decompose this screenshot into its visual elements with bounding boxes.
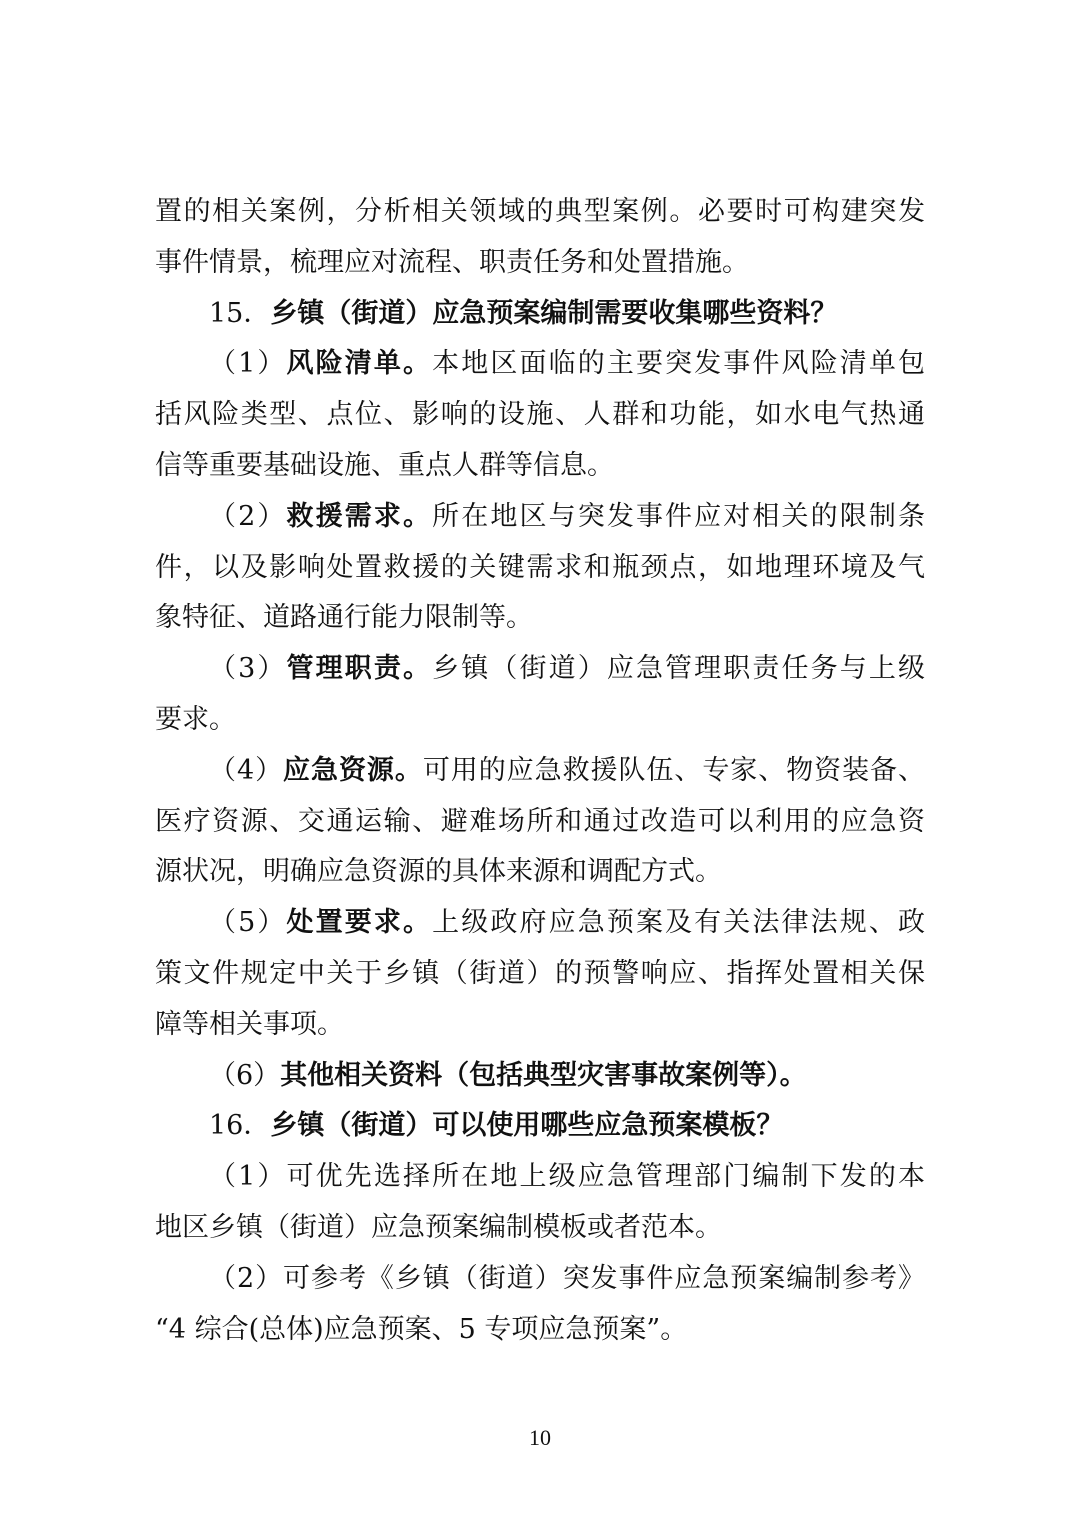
item-term: 救援需求。 bbox=[286, 500, 433, 532]
item-text: 可优先选择所在地上级应急管理部门编制下发的本 bbox=[286, 1161, 925, 1193]
q15-item-5-line-2: 策文件规定中关于乡镇（街道）的预警响应、指挥处置相关保 bbox=[155, 957, 925, 989]
q15-item-2-line-3: 象特征、道路通行能力限制等。 bbox=[155, 602, 533, 634]
question-title: 乡镇（街道）应急预案编制需要收集哪些资料？ bbox=[270, 297, 838, 329]
q16-item-1-line-1 bbox=[155, 1152, 925, 1203]
intro-line-2: 事件情景，梳理应对流程、职责任务和处置措施。 bbox=[155, 246, 749, 278]
item-marker: （5） bbox=[209, 907, 287, 939]
q16-item-2-line-2: “4 综合(总体)应急预案、5 专项应急预案”。 bbox=[155, 1313, 688, 1345]
item-marker: （1） bbox=[209, 1161, 287, 1193]
item-text: 乡镇（街道）应急管理职责任务与上级 bbox=[432, 653, 925, 685]
item-marker: （6） bbox=[209, 1059, 281, 1091]
q15-item-1-line-2: 括风险类型、点位、影响的设施、人群和功能，如水电气热通 bbox=[155, 399, 925, 431]
q15-item-6-line-1 bbox=[155, 1051, 925, 1102]
intro-line-1: 置的相关案例，分析相关领域的典型案例。必要时可构建突发 bbox=[155, 196, 925, 227]
q15-item-5-line-1 bbox=[155, 898, 925, 949]
question-title: 乡镇（街道）可以使用哪些应急预案模板？ bbox=[270, 1110, 784, 1142]
item-text: 本地区面临的主要突发事件风险清单包 bbox=[432, 348, 925, 380]
q16-item-1-line-2: 地区乡镇（街道）应急预案编制模板或者范本。 bbox=[155, 1211, 722, 1243]
q15-item-4-line-1 bbox=[155, 746, 925, 797]
item-text: 上级政府应急预案及有关法律法规、政 bbox=[432, 907, 925, 939]
q16-item-2-line-1 bbox=[155, 1254, 925, 1305]
item-term: 其他相关资料（包括典型灾害事故案例等）。 bbox=[280, 1059, 807, 1091]
question-16-heading bbox=[155, 1101, 925, 1152]
item-text: 可用的应急救援队伍、专家、物资装备、 bbox=[422, 754, 925, 786]
item-marker: （3） bbox=[209, 653, 287, 685]
item-text: 可参考《乡镇（街道）突发事件应急预案编制参考》 bbox=[283, 1262, 925, 1294]
q15-item-4-line-3: 源状况，明确应急资源的具体来源和调配方式。 bbox=[155, 856, 722, 888]
page-number: 10 bbox=[529, 1425, 551, 1450]
item-term: 应急资源。 bbox=[283, 754, 423, 786]
question-number: 16． bbox=[209, 1110, 271, 1142]
q15-item-3-line-1 bbox=[155, 644, 925, 695]
q15-item-1-line-1 bbox=[155, 339, 925, 390]
q15-item-2-line-2: 件，以及影响处置救援的关键需求和瓶颈点，如地理环境及气 bbox=[155, 551, 925, 583]
item-marker: （2） bbox=[209, 1262, 284, 1294]
q15-item-1-line-3: 信等重要基础设施、重点人群等信息。 bbox=[155, 449, 614, 481]
item-marker: （2） bbox=[209, 500, 287, 532]
body-text bbox=[155, 187, 925, 1355]
question-15-heading bbox=[155, 289, 925, 340]
item-term: 处置要求。 bbox=[286, 907, 433, 939]
item-text: 所在地区与突发事件应对相关的限制条 bbox=[432, 500, 925, 532]
q15-item-3-line-2: 要求。 bbox=[155, 703, 236, 735]
item-marker: （4） bbox=[209, 754, 284, 786]
item-marker: （1） bbox=[209, 348, 287, 380]
q15-item-4-line-2: 医疗资源、交通运输、避难场所和通过改造可以利用的应急资 bbox=[155, 805, 925, 837]
q15-item-5-line-3: 障等相关事项。 bbox=[155, 1008, 344, 1040]
item-term: 管理职责。 bbox=[286, 653, 433, 685]
q15-item-2-line-1 bbox=[155, 492, 925, 543]
item-term: 风险清单。 bbox=[286, 348, 433, 380]
question-number: 15． bbox=[209, 297, 271, 329]
